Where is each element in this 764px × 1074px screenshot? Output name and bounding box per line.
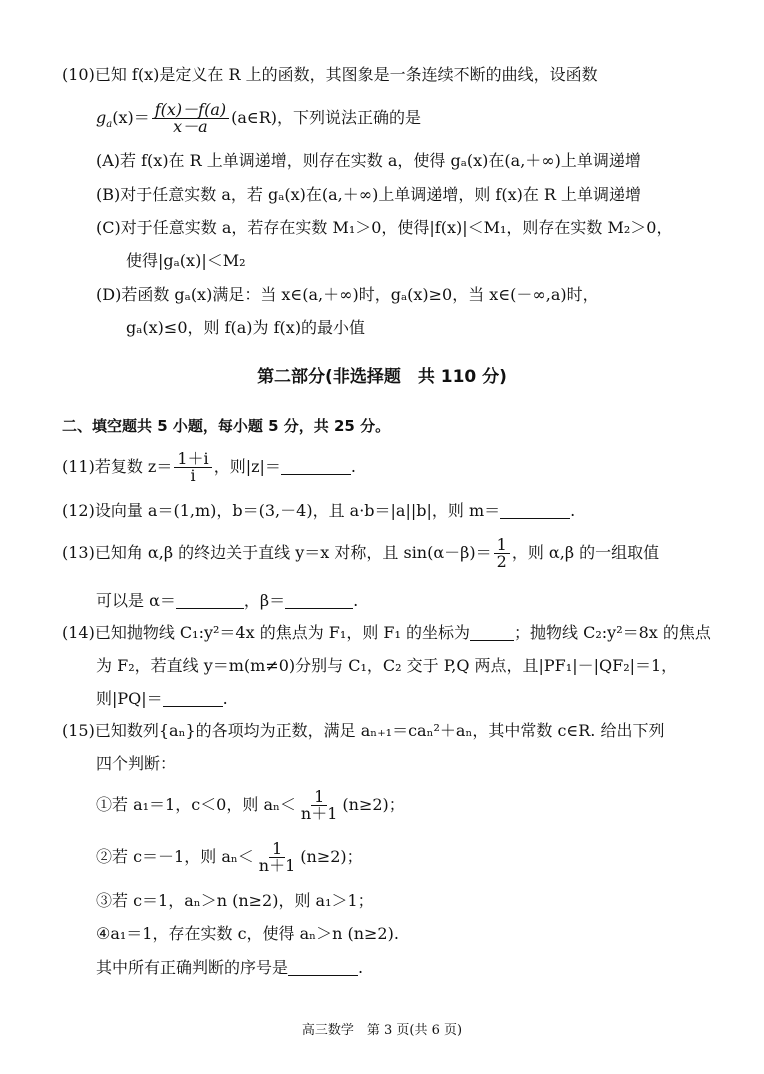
q15-j1-head: ①若 a₁＝1，c＜0，则 aₙ＜ [96, 795, 296, 814]
q13-tail: ，则 α,β 的一组取值 [511, 543, 660, 562]
q14-focus-blank[interactable] [470, 626, 514, 641]
q13-alpha-blank[interactable] [176, 594, 244, 609]
q13-head: (13)已知角 α,β 的终边关于直线 y＝x 对称，且 sin(α－β)＝ [62, 543, 492, 562]
q15-judgement-4: ④a₁＝1，存在实数 c，使得 aₙ＞n (n≥2). [96, 924, 399, 943]
q10-option-d-line1: (D)若函数 gₐ(x)满足：当 x∈(a,＋∞)时，gₐ(x)≥0，当 x∈(－∞,a)时， [96, 285, 599, 304]
q15-judgement-2 [96, 839, 363, 875]
q15-j1-fraction [298, 789, 341, 822]
q14-line1-b: ；抛物线 C₂:y²＝8x 的焦点 [514, 623, 711, 642]
q13-fraction [494, 537, 510, 570]
q12-text: (12)设向量 a＝(1,m)，b＝(3,－4)，且 a·b＝|a||b|，则 m＝ [62, 501, 501, 520]
q11 [62, 449, 356, 485]
q12-answer-blank[interactable] [500, 504, 570, 519]
q10-frac-num: f(x)－f(a) [152, 102, 229, 119]
q15-end: . [358, 958, 364, 977]
q10-g-arg: (x)＝ [112, 108, 150, 127]
q11-frac-num: 1＋i [174, 451, 211, 468]
q14-line1-a: (14)已知抛物线 C₁:y²＝4x 的焦点为 F₁，则 F₁ 的坐标为 [62, 623, 471, 642]
section-heading: 二、填空题共 5 小题，每小题 5 分，共 25 分。 [62, 417, 391, 435]
q11-fraction [174, 451, 211, 484]
q10-option-b: (B)对于任意实数 a，若 gₐ(x)在(a,＋∞)上单调递增，则 f(x)在 R 上单调递增 [96, 185, 642, 204]
q10-option-a: (A)若 f(x)在 R 上单调递增，则存在实数 a，使得 gₐ(x)在(a,＋∞)上单调递增 [96, 151, 641, 170]
q11-answer-blank[interactable] [281, 460, 351, 475]
q12 [62, 500, 575, 522]
q14-line3 [96, 688, 228, 710]
q15-j1-num: 1 [311, 789, 327, 806]
q13-beta-label: ，β＝ [243, 591, 286, 610]
q15-j2-num: 1 [269, 841, 285, 858]
q10-option-c-line2: 使得|gₐ(x)|＜M₂ [126, 251, 246, 270]
q15-line2: 四个判断： [96, 754, 177, 773]
q11-head: (11)若复数 z＝ [62, 457, 173, 476]
part2-title: 第二部分(非选择题 共 110 分) [257, 367, 507, 387]
q15-ask-text: 其中所有正确判断的序号是 [96, 958, 289, 977]
q15-j2-tail: (n≥2)； [300, 847, 363, 866]
q10-frac-den: x－a [173, 117, 208, 136]
q11-end: . [350, 457, 356, 476]
q10-option-d-line2: gₐ(x)≤0，则 f(a)为 f(x)的最小值 [126, 318, 366, 337]
q15-j2-head: ②若 c＝－1，则 aₙ＜ [96, 847, 254, 866]
q10-def-tail: (a∈R)，下列说法正确的是 [231, 108, 422, 127]
q12-end: . [570, 501, 576, 520]
q15-line1: (15)已知数列{aₙ}的各项均为正数，满足 aₙ₊₁＝caₙ²＋aₙ，其中常数 c∈R. 给出下列 [62, 721, 665, 740]
q15-ask [96, 957, 363, 979]
q14-line2: 为 F₂，若直线 y＝m(m≠0)分别与 C₁，C₂ 交于 P,Q 两点，且|PF₁|－|QF₂|＝1， [96, 656, 678, 675]
q10-stem: (10)已知 f(x)是定义在 R 上的函数，其图象是一条连续不断的曲线，设函数 [62, 65, 598, 84]
q14-line3-text: 则|PQ|＝ [96, 689, 163, 708]
q10-fraction [152, 102, 229, 135]
q15-judgement-1 [96, 787, 405, 823]
q14-line1 [62, 622, 711, 644]
q15-j1-den: n＋1 [300, 804, 338, 823]
q15-answer-blank[interactable] [288, 961, 358, 976]
q15-j1-tail: (n≥2)； [342, 795, 405, 814]
q11-frac-den: i [190, 466, 196, 485]
q13-alpha-label: 可以是 α＝ [96, 591, 176, 610]
q11-tail: ，则|z|＝ [213, 457, 281, 476]
q13-frac-den: 2 [496, 552, 507, 571]
q13-line1 [62, 535, 659, 571]
q15-j2-den: n＋1 [258, 856, 296, 875]
q14-end: . [222, 689, 228, 708]
q10-g-sub: a [106, 119, 113, 131]
q13-end: . [353, 591, 359, 610]
q10-option-c-line1: (C)对于任意实数 a，若存在实数 M₁＞0，使得|f(x)|＜M₁，则存在实数 M₂＞0， [96, 218, 673, 237]
page-footer: 高三数学 第 3 页(共 6 页) [301, 1023, 463, 1038]
q15-j2-fraction [256, 841, 299, 874]
q10-definition [96, 100, 421, 136]
q10-g: g [96, 108, 107, 127]
q13-line2 [96, 590, 358, 612]
q14-pq-blank[interactable] [163, 692, 223, 707]
q13-frac-num: 1 [494, 537, 510, 554]
q15-judgement-3: ③若 c＝1，aₙ＞n (n≥2)，则 a₁＞1； [96, 891, 374, 910]
q13-beta-blank[interactable] [285, 594, 353, 609]
